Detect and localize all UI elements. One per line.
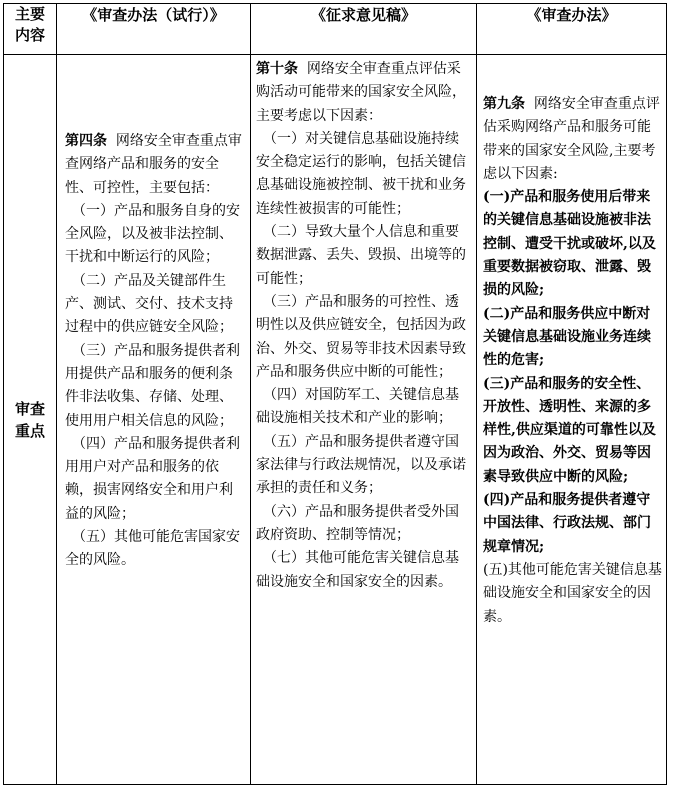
col2-item: （三）产品和服务的可控性、透明性以及供应链安全，包括因为政治、外交、贸易等非技术因素导致产品和服务供应中断的可能性； — [256, 293, 466, 380]
comparison-table — [3, 3, 667, 785]
header-col1-cell — [57, 4, 251, 55]
header-label-cell — [4, 4, 57, 55]
col2-intro — [256, 58, 472, 128]
col3-intro — [483, 93, 662, 186]
col3-item: (一)产品和服务使用后带来的关键信息基础设施被非法控制、遭受干扰或破坏,以及重要数据被窃取、泄露、毁损的风险; — [483, 189, 656, 299]
col3-content — [483, 93, 662, 629]
col3-item: (三)产品和服务的安全性、开放性、透明性、来源的多样性,供应渠道的可靠性以及因为政治、外交、贸易等因素导致供应中断的风险; — [483, 375, 656, 485]
col2-item: （五）产品和服务提供者遵守国家法律与行政法规情况，以及承诺承担的责任和义务； — [256, 433, 466, 497]
col2-content — [256, 58, 472, 594]
header-col3-cell — [477, 4, 667, 55]
row-label-cell — [4, 55, 57, 785]
col1-article: 第四条 — [65, 133, 107, 149]
col2-cell — [251, 55, 477, 785]
col2-item: （六）产品和服务提供者受外国政府资助、控制等情况； — [256, 503, 459, 543]
col1-content — [65, 130, 244, 573]
col1-item: （四）产品和服务提供者利用用户对产品和服务的依赖，损害网络安全和用户利益的风险； — [65, 435, 240, 522]
row-label: 审查重点 — [14, 399, 45, 440]
review-focus-row — [4, 55, 667, 785]
col3-intro-text: 网络安全审查重点评估采购网络产品和服务可能带来的国家安全风险,主要考虑以下因素: — [483, 96, 660, 182]
col1-item: （三）产品和服务提供者利用提供产品和服务的便利条件非法收集、存储、处理、使用用户相关信息的风险； — [65, 342, 240, 429]
header-col2-cell — [251, 4, 477, 55]
col3-article: 第九条 — [483, 96, 525, 112]
col2-item: （二）导致大量个人信息和重要数据泄露、丢失、毁损、出境等的可能性； — [256, 224, 466, 287]
header-row — [4, 4, 667, 55]
header-col2-title: 《征求意见稿》 — [310, 6, 416, 24]
col2-item: （七）其他可能危害关键信息基础设施安全和国家安全的因素。 — [256, 550, 459, 590]
col2-article: 第十条 — [256, 61, 298, 77]
header-label: 主要内容 — [14, 5, 45, 44]
col1-cell — [57, 55, 251, 785]
col3-cell — [477, 55, 667, 785]
col2-item: （一）对关键信息基础设施持续安全稳定运行的影响，包括关键信息基础设施被控制、被干扰和业务连续性被损害的可能性； — [256, 130, 466, 217]
col3-item: (四)产品和服务提供者遵守中国法律、行政法规、部门规章情况; — [483, 492, 651, 555]
col1-item: （一）产品和服务自身的安全风险，以及被非法控制、干扰和中断运行的风险； — [65, 202, 240, 266]
col1-intro-text: 网络安全审查重点审查网络产品和服务的安全性、可控性，主要包括： — [65, 133, 242, 196]
col2-item: （四）对国防军工、关键信息基础设施相关技术和产业的影响； — [256, 387, 459, 427]
col3-item: (二)产品和服务供应中断对关键信息基础设施业务连续性的危害; — [483, 305, 651, 369]
col2-intro-text: 网络安全审查重点评估采购活动可能带来的国家安全风险，主要考虑以下因素： — [256, 61, 466, 124]
header-col3-title: 《审查办法》 — [526, 6, 617, 24]
col3-item: (五)其他可能危害关键信息基础设施安全和国家安全的因素。 — [483, 561, 662, 625]
col1-item: （二）产品及关键部件生产、测试、交付、技术支持过程中的供应链安全风险； — [65, 272, 233, 336]
col1-intro — [65, 130, 244, 200]
header-col1-title: 《审查办法（试行）》 — [82, 6, 225, 24]
col1-item: （五）其他可能危害国家安全的风险。 — [65, 529, 240, 569]
